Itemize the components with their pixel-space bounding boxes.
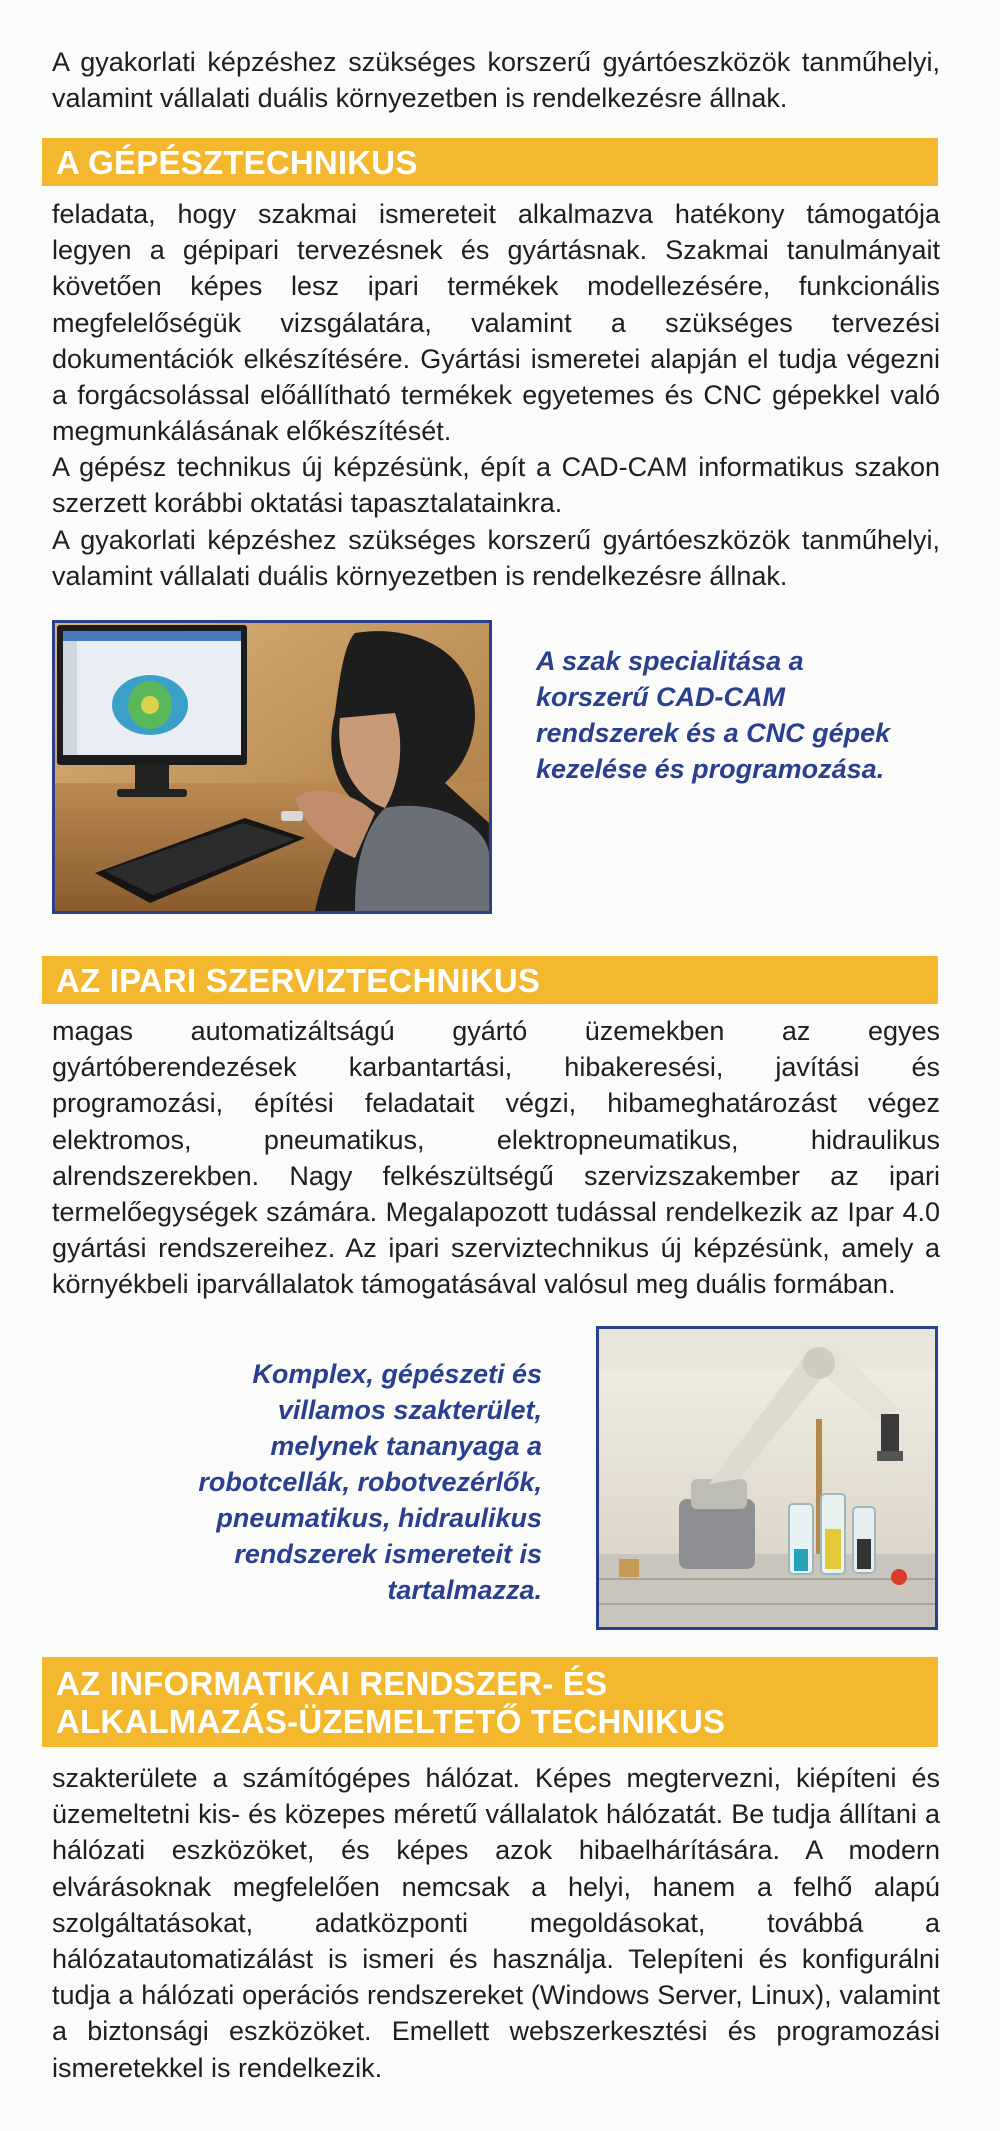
section2-paragraph-1: magas automatizáltságú gyártó üzemekben az egyes gyártóberendezések karbantartási, hibakeresési, javítási és programozási, építési feladatait végzi, hibameghatározást végez elektromos, pneumatikus, elektropneumatikus, hidraulikus alrendszerekben. Nagy felkészültségű szervizszakember az ipari termelőegységek számára. Megalapozott tudással rendelkezik az Ipar 4.0 gyártási rendszereihez. Az ipari szerviztechnikus új képzésünk, amely a környékbeli iparvállalatok támogatásával valósul meg duális formában. [52, 1016, 940, 1300]
robot-arm-photo [596, 1326, 938, 1630]
section-heading-ipari-szerviztechnikus: AZ IPARI SZERVIZTECHNIKUS [42, 956, 938, 1004]
section1-quote: A szak specialitása a korszerű CAD-CAM rendszerek és a CNC gépek kezelése és programozása. [536, 646, 891, 784]
section3-heading-line2: ALKALMAZÁS-ÜZEMELTETŐ TECHNIKUS [56, 1703, 726, 1740]
section-heading-gepesztechnikus: A GÉPÉSZTECHNIKUS [42, 138, 938, 186]
section1-paragraph-3: A gyakorlati képzéshez szükséges korszerű gyártóeszközök tanműhelyi, valamint vállalati duális környezetben is rendelkezésre állnak. [52, 525, 940, 592]
intro-paragraph: A gyakorlati képzéshez szükséges korszerű gyártóeszközök tanműhelyi, valamint vállalati duális környezetben is rendelkezésre állnak. [52, 47, 940, 114]
section-heading-informatikai-technikus [42, 1657, 938, 1747]
section3-paragraph-1: szakterülete a számítógépes hálózat. Képes megtervezni, kiépíteni és üzemeltetni kis- és közepes méretű vállalatok hálózatát. Be tudja állítani a hálózati eszközöket, és képes azok hibaelhárítására. A modern elvárásoknak megfelelően nemcsak a helyi, hanem a felhő alapú szolgáltatásokat, adatközponti megoldásokat, továbbá a hálózatautomatizálást is ismeri és használja. Telepíteni és konfigurálni tudja a hálózati operációs rendszereket (Windows Server, Linux), valamint a biztonsági eszközöket. Emellett webszerkesztési és programozási ismeretekkel is rendelkezik. [52, 1763, 940, 2083]
section3-heading-line1: AZ INFORMATIKAI RENDSZER- ÉS [56, 1665, 608, 1702]
section2-quote: Komplex, gépészeti és villamos szakterület, melynek tananyaga a robotcellák, robotvezérlők, pneumatikus, hidraulikus rendszerek ismereteit is tartalmazza. [198, 1359, 542, 1605]
section1-paragraph-1: feladata, hogy szakmai ismereteit alkalmazva hatékony támogatója legyen a gépipari tervezésnek és gyártásnak. Szakmai tanulmányait követően képes lesz ipari termékek modellezésére, funkcionális megfelelőségük vizsgálatára, valamint a szükséges tervezési dokumentációk elkészítésére. Gyártási ismeretei alapján el tudja végezni a forgácsolással előállítható termékek egyetemes és CNC gépekkel való megmunkálásának előkészítését. [52, 199, 940, 447]
student-cad-photo [52, 620, 492, 914]
section1-paragraph-2: A gépész technikus új képzésünk, épít a CAD-CAM informatikus szakon szerzett korábbi oktatási tapasztalatainkra. [52, 452, 940, 519]
